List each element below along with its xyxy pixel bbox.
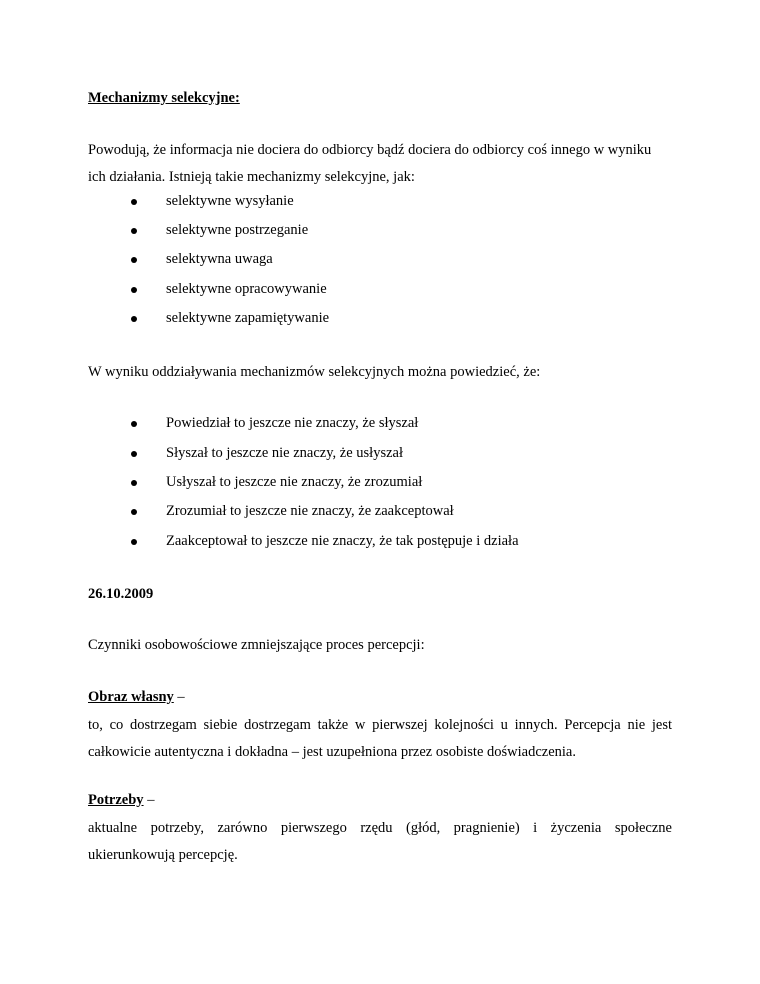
list-item-text: selektywna uwaga	[166, 251, 273, 267]
mechanisms-intro-paragraph: Powodują, że informacja nie dociera do odbiorcy bądź dociera do odbiorcy coś innego w wyniku ich działania. Istnieją takie mechanizmy selekcyjne, jak:	[88, 142, 652, 185]
needs-paragraph: aktualne potrzeby, zarówno pierwszego rzędu (głód, pragnienie) i życzenia społeczne ukierunkowują percepcję.	[88, 820, 672, 863]
needs-heading	[88, 792, 154, 809]
bullet-icon	[131, 257, 137, 263]
list-item-text: Zaakceptował to jeszcze nie znaczy, że tak postępuje i działa	[166, 533, 519, 549]
bullet-icon	[131, 421, 137, 427]
bullet-icon	[131, 287, 137, 293]
bullet-icon	[131, 451, 137, 457]
self-image-title: Obraz własny	[88, 689, 174, 705]
bullet-icon	[131, 509, 137, 515]
needs-dash: –	[143, 792, 155, 808]
section-heading-mechanisms: Mechanizmy selekcyjne:	[88, 90, 240, 106]
self-image-heading	[88, 689, 185, 706]
list-item-text: selektywne opracowywanie	[166, 281, 327, 297]
list-item-text: selektywne wysyłanie	[166, 193, 294, 209]
self-image-dash: –	[173, 689, 185, 705]
list-item-text: Usłyszał to jeszcze nie znaczy, że zrozumiał	[166, 474, 423, 490]
selection-effects-intro: W wyniku oddziaływania mechanizmów selekcyjnych można powiedzieć, że:	[88, 364, 541, 380]
list-item-text: Słyszał to jeszcze nie znaczy, że usłyszał	[166, 445, 403, 461]
list-item-text: Zrozumiał to jeszcze nie znaczy, że zaakceptował	[166, 503, 454, 519]
bullet-icon	[131, 316, 137, 322]
needs-title: Potrzeby	[88, 792, 144, 808]
date-heading: 26.10.2009	[88, 586, 154, 602]
bullet-icon	[131, 539, 137, 545]
factors-intro: Czynniki osobowościowe zmniejszające proces percepcji:	[88, 637, 425, 653]
list-item-text: Powiedział to jeszcze nie znaczy, że słyszał	[166, 415, 419, 431]
bullet-icon	[131, 199, 137, 205]
list-item-text: selektywne zapamiętywanie	[166, 310, 330, 326]
bullet-icon	[131, 480, 137, 486]
list-item-text: selektywne postrzeganie	[166, 222, 309, 238]
self-image-paragraph: to, co dostrzegam siebie dostrzegam także w pierwszej kolejności u innych. Percepcja nie jest całkowicie autentyczna i dokładna – jest uzupełniona przez osobiste doświadczenia.	[88, 717, 672, 760]
bullet-icon	[131, 228, 137, 234]
